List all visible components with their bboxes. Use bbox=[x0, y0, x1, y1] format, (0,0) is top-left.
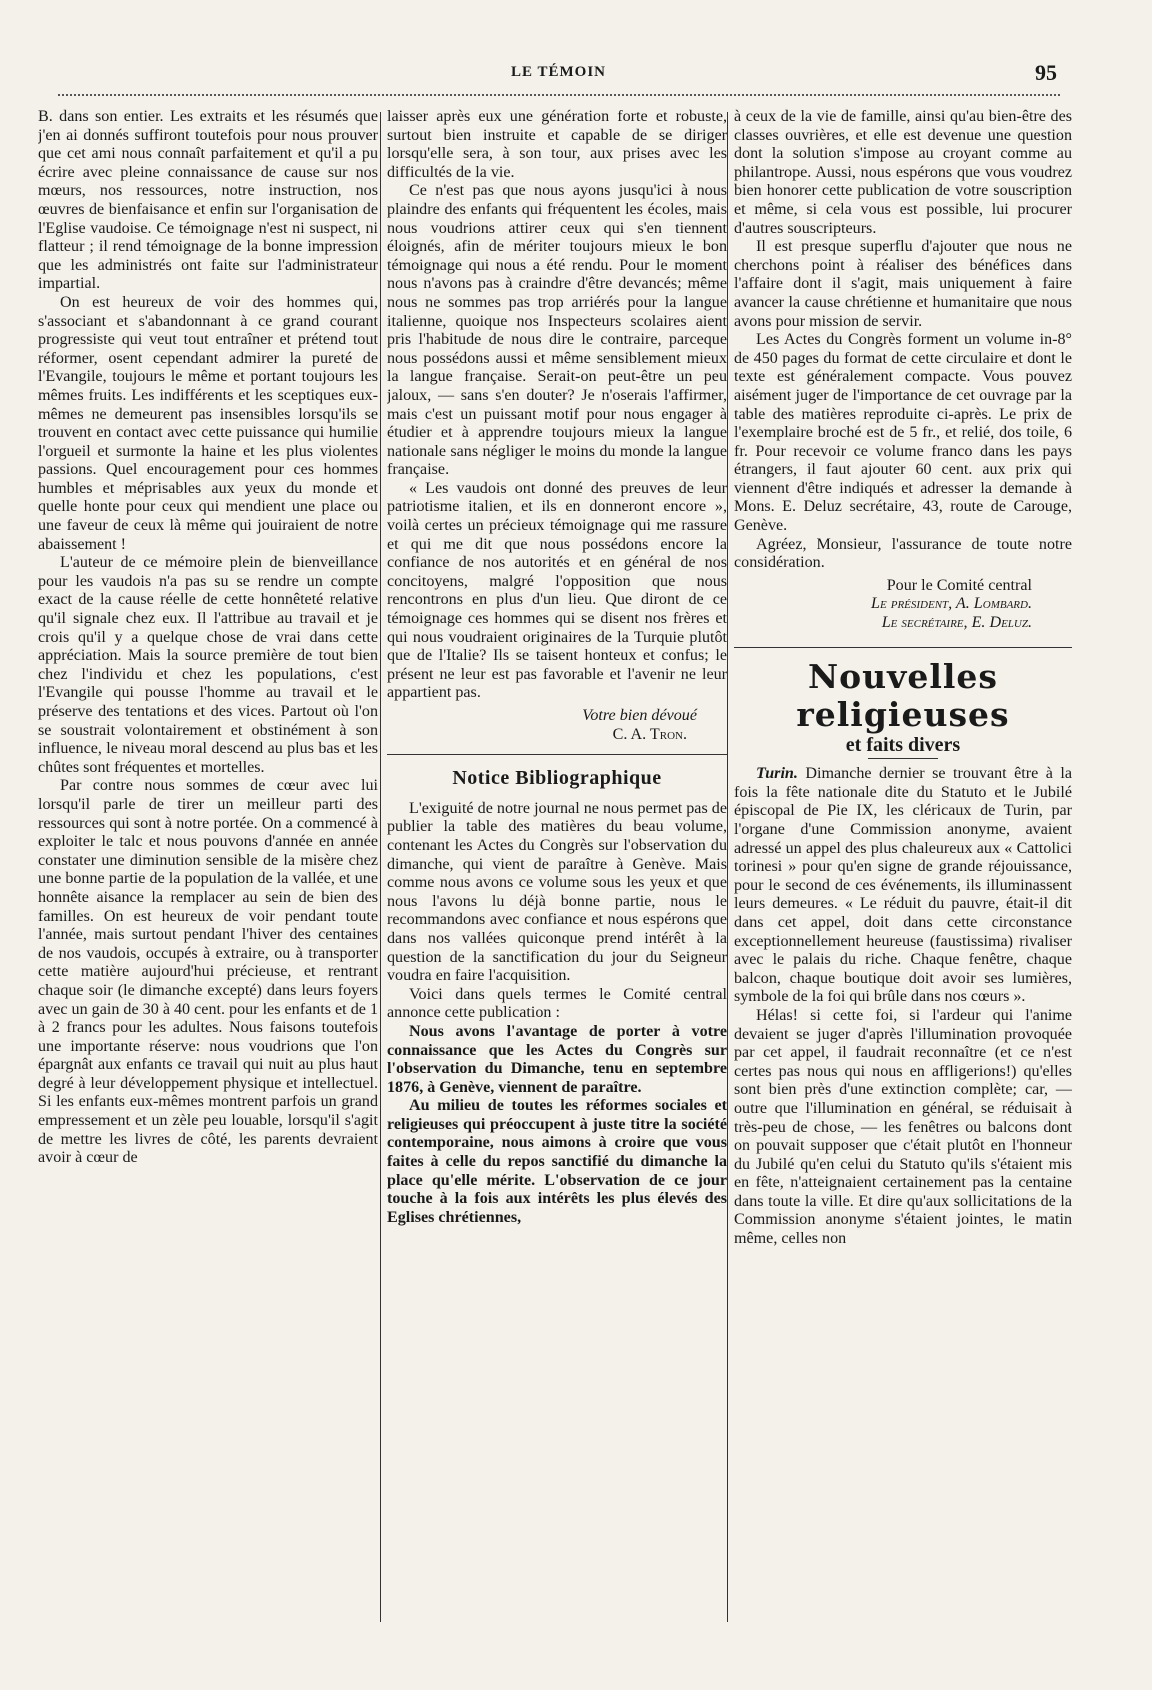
paragraph: Au milieu de toutes les réformes sociales et religieuses qui préoccupent à juste titre la société contemporaine, nous aimons à croire que vous faites à celle du repos sanctifié du dimanche la place qu'elle mérite. L'observation de ce jour touche à la fois aux intérêts les plus élevés des Eglises chrétiennes, bbox=[387, 1097, 727, 1226]
short-rule bbox=[868, 758, 938, 759]
paragraph: Ce n'est pas que nous ayons jusqu'ici à nous plaindre des enfants qui fréquentent les écoles, mais nous voudrions attirer ceux qui s'en tiennent éloignés, afin de mériter toujours mieux le bon témoignage qui nous a été rendu. Pour le moment nous n'avons pas à craindre d'être devancés; même nous ne sommes pas trop arriérés pour la langue italienne, quoique nos Inspecteurs scolaires aient pris l'habitude de nous dire le contraire, parceque nous possédons aussi et même sensiblement mieux la langue française. Serait-on peut-être un peu jaloux, — sans s'en douter? Je n'oserais l'affirmer, mais c'est un puissant motif pour nous engager à étudier et à apprendre toujours mieux la langue nationale sans négliger le moins du monde la langue française. bbox=[387, 182, 727, 479]
committee-line: Pour le Comité central bbox=[886, 576, 1032, 594]
news-subheading: et faits divers bbox=[845, 733, 961, 756]
column-1 bbox=[38, 108, 378, 1630]
secretary-signature: Le secrétaire, E. Deluz. bbox=[881, 614, 1032, 632]
column-rule-2 bbox=[727, 112, 728, 1622]
president-signature: Le président, A. Lombard. bbox=[871, 595, 1032, 613]
page-number: 95 bbox=[1035, 60, 1057, 85]
news-text: Dimanche dernier se trouvant être à la fois la fête nationale dite du Statuto et le Jubilé épiscopal de Pie IX, les cléricaux de Turin, par l'organe d'une Commission anonyme, avaient adressé un appel des plus chaleureux aux « Cattolici torinesi » pour qu'en signe de grande réjouissance, pour le second de ces événements, ils illuminassent leurs demeures. « Le réduit du pauvre, était-il dit dans cet appel, doit dans cette circonstance exceptionnellement heureuse (faustissima) rivaliser avec le palais du riche. Chaque fenêtre, chaque balcon, chaque boutique doit avoir ses lumières, symbole de la foi qui brûle dans nos cœurs ». bbox=[734, 765, 1072, 1006]
news-heading: Nouvelles religieuses bbox=[796, 656, 1010, 734]
paragraph: Voici dans quels termes le Comité central annonce cette publication : bbox=[387, 985, 727, 1022]
paragraph: Les Actes du Congrès forment un volume in-8° de 450 pages du format de cette circulaire et dont le texte est généralement compacte. Vous pouvez aisément juger de l'importance de cet ouvrage par la table des matières reproduite ci-après. Le prix de l'exemplaire broché est de 5 fr., et relié, dos toile, 6 fr. Pour recevoir ce volume franco dans les pays étrangers, il faut ajouter 60 cent. aux prix qui viennent d'être indiqués et adresser la demande à Mons. E. Deluz secrétaire, 43, route de Carouge, Genève. bbox=[734, 331, 1072, 535]
paragraph: laisser après eux une génération forte et robuste, surtout bien instruite et capable de se diriger lorsqu'elle sera, à son tour, aux prises avec les difficultés de la vie. bbox=[387, 108, 727, 181]
column-rule-1 bbox=[380, 112, 381, 1622]
column-3 bbox=[734, 108, 1072, 1630]
paragraph: L'auteur de ce mémoire plein de bienveillance pour les vaudois n'a pas su se rendre un compte exact de la cause réelle de cette honnêteté relative qu'il signale chez eux. Il l'attribue au travail et je crois qu'il y a quelque chose de vrai dans cette appréciation. Mais la source première de tout bien chez l'individu et chez les populations, c'est l'Evangile qui pousse l'homme au travail et le préserve des tentations et des vices. Partout où l'on se soustrait volontairement et obstinément à son influence, le niveau moral descend au plus bas et les chûtes sont fréquentes et mortelles. bbox=[38, 554, 378, 776]
column-2 bbox=[387, 108, 727, 1630]
paragraph: Par contre nous sommes de cœur avec lui lorsqu'il parle de tirer un meilleur parti des ressources qui sont à notre portée. On a commencé à exploiter le talc et nous pouvons d'année en année constater une diminution sensible de la misère chez une bonne partie de la population de la vallée, et une honnête aisance la remplacer au sein de bien des familles. On est heureux de voir pendant toute l'année, mais surtout pendant l'hiver des centaines de nos vaudois, occupés à extraire, ou à transporter cette matière aujourd'hui précieuse, et rentrant chaque soir (le dimanche excepté) dans leurs foyers avec un gain de 30 à 40 cent. pour les enfants et de 1 à 2 francs pour les adultes. Nous faisons toutefois une importante réserve: nous voudrions que l'on épargnât aux enfants ce travail qui nuit au plus haut degré à leur développement physique et intellectuel. Si les enfants eux-mêmes montrent parfois un grand empressement et un zèle peu louable, lorsqu'il s'agit de mettre les livres de côté, les parents devraient avoir à cœur de bbox=[38, 777, 378, 1167]
section-divider bbox=[387, 754, 727, 755]
paragraph: L'exiguité de notre journal ne nous permet pas de publier la table des matières du beau volume, contenant les Actes du Congrès sur l'observation du dimanche, qui vient de paraître à Genève. Mais comme nous avons ce volume sous les yeux et que nous l'avons lu déjà bonne partie, nous le recommandons avec confiance et nous espérons que dans nos vallées quiconque prend intérêt à la question de la sanctification du jour du Seigneur voudra en faire l'acquisition. bbox=[387, 799, 727, 985]
paragraph: Il est presque superflu d'ajouter que nous ne cherchons point à réaliser des bénéfices dans l'affaire dont il s'agit, mais uniquement à faire avancer la cause chrétienne et humanitaire que nous avons pour mission de servir. bbox=[734, 238, 1072, 330]
paragraph: à ceux de la vie de famille, ainsi qu'au bien-être des classes ouvrières, et elle est devenue une question dont la solution s'impose au croyant comme au philantrope. Aussi, nous espérons que vous voudrez bien honorer cette publication de votre souscription et même, si cela vous est possible, lui procurer d'autres souscripteurs. bbox=[734, 108, 1072, 237]
section-divider bbox=[734, 647, 1072, 648]
letter-signoff: Votre bien dévoué bbox=[582, 707, 697, 724]
paragraph: Hélas! si cette foi, si l'ardeur qui l'anime devaient se juger d'après l'illumination provoquée par cet appel, il faudrait reconnaître (et ce n'est certes pas nous qui nous en affligerions!) qu'elles sont bien près d'une extinction complète; car, — outre que l'illumination en général, se réduisait à très-peu de chose, — les fenêtres ou balcons dont on pouvait supposer que c'était plutôt en l'honneur du Jubilé qu'en celui du Statuto qu'ils s'étaient mis en fête, n'atteignaient certainement pas la centaine dans toute la ville. Et dire qu'aux sollicitations de la Commission anonyme s'étaient jointes, le matin même, celles non bbox=[734, 1006, 1072, 1248]
running-head bbox=[60, 60, 1057, 92]
paragraph: « Les vaudois ont donné des preuves de leur patriotisme italien, et ils en donneront encore », voilà certes un précieux témoignage qui me rassure et qui me dit que nous possédons encore la confiance de nos autorités et en général de nos concitoyens, malgré l'opposition que nous rencontrons en plus d'un lieu. Que diront de ce témoignage ces hommes qui se disent nos frères et qui nous voudraient originaires de la Turquie plutôt que de l'Italie? Ils se taisent honteux et confus; le présent ne leur est pas favorable et l'avenir ne leur appartient pas. bbox=[387, 479, 727, 702]
journal-title: LE TÉMOIN bbox=[511, 64, 606, 80]
paragraph: Agréez, Monsieur, l'assurance de toute notre considération. bbox=[734, 535, 1072, 572]
runin-place: Turin. bbox=[756, 765, 798, 783]
paragraph: Nous avons l'avantage de porter à votre connaissance que les Actes du Congrès sur l'observation du Dimanche, tenu en septembre 1876, à Genève, viennent de paraître. bbox=[387, 1022, 727, 1096]
notice-heading: Notice Bibliographique bbox=[452, 767, 662, 790]
news-paragraph bbox=[734, 765, 1072, 1007]
letter-signature: C. A. Tron. bbox=[612, 725, 687, 743]
paragraph: On est heureux de voir des hommes qui, s'associant et s'abandonnant à ce grand courant progressiste qui veut tout entraîner et prétend tout réformer, osent cependant admirer la pureté de l'Evangile, toujours le même et portant toujours les mêmes fruits. Les indifférents et les sceptiques eux-mêmes ne demeurent pas insensibles lorsqu'ils se trouvent en contact avec cette puissance qui humilie l'orgueil et surmonte la haine et les plus violentes passions. Quel encouragement pour ces hommes humbles et méprisables aux yeux du monde et quelle honte pour ceux qui mendient une place ou une faveur de ceux là même qui jouiraient de notre abaissement ! bbox=[38, 293, 378, 553]
paragraph: B. dans son entier. Les extraits et les résumés que j'en ai donnés suffiront toutefois pour nous prouver que cet ami nous connaît parfaitement et qu'il a pu écrire avec pleine connaissance de cause sur nos mœurs, nos ressources, notre instruction, nos œuvres de bienfaisance et enfin sur l'organisation de l'Eglise vaudoise. Ce témoignage n'est ni suspect, ni flatteur ; il rend témoignage de la bonne impression que les administrés ont faite sur l'administrateur impartial. bbox=[38, 108, 378, 293]
header-rule bbox=[58, 94, 1060, 96]
